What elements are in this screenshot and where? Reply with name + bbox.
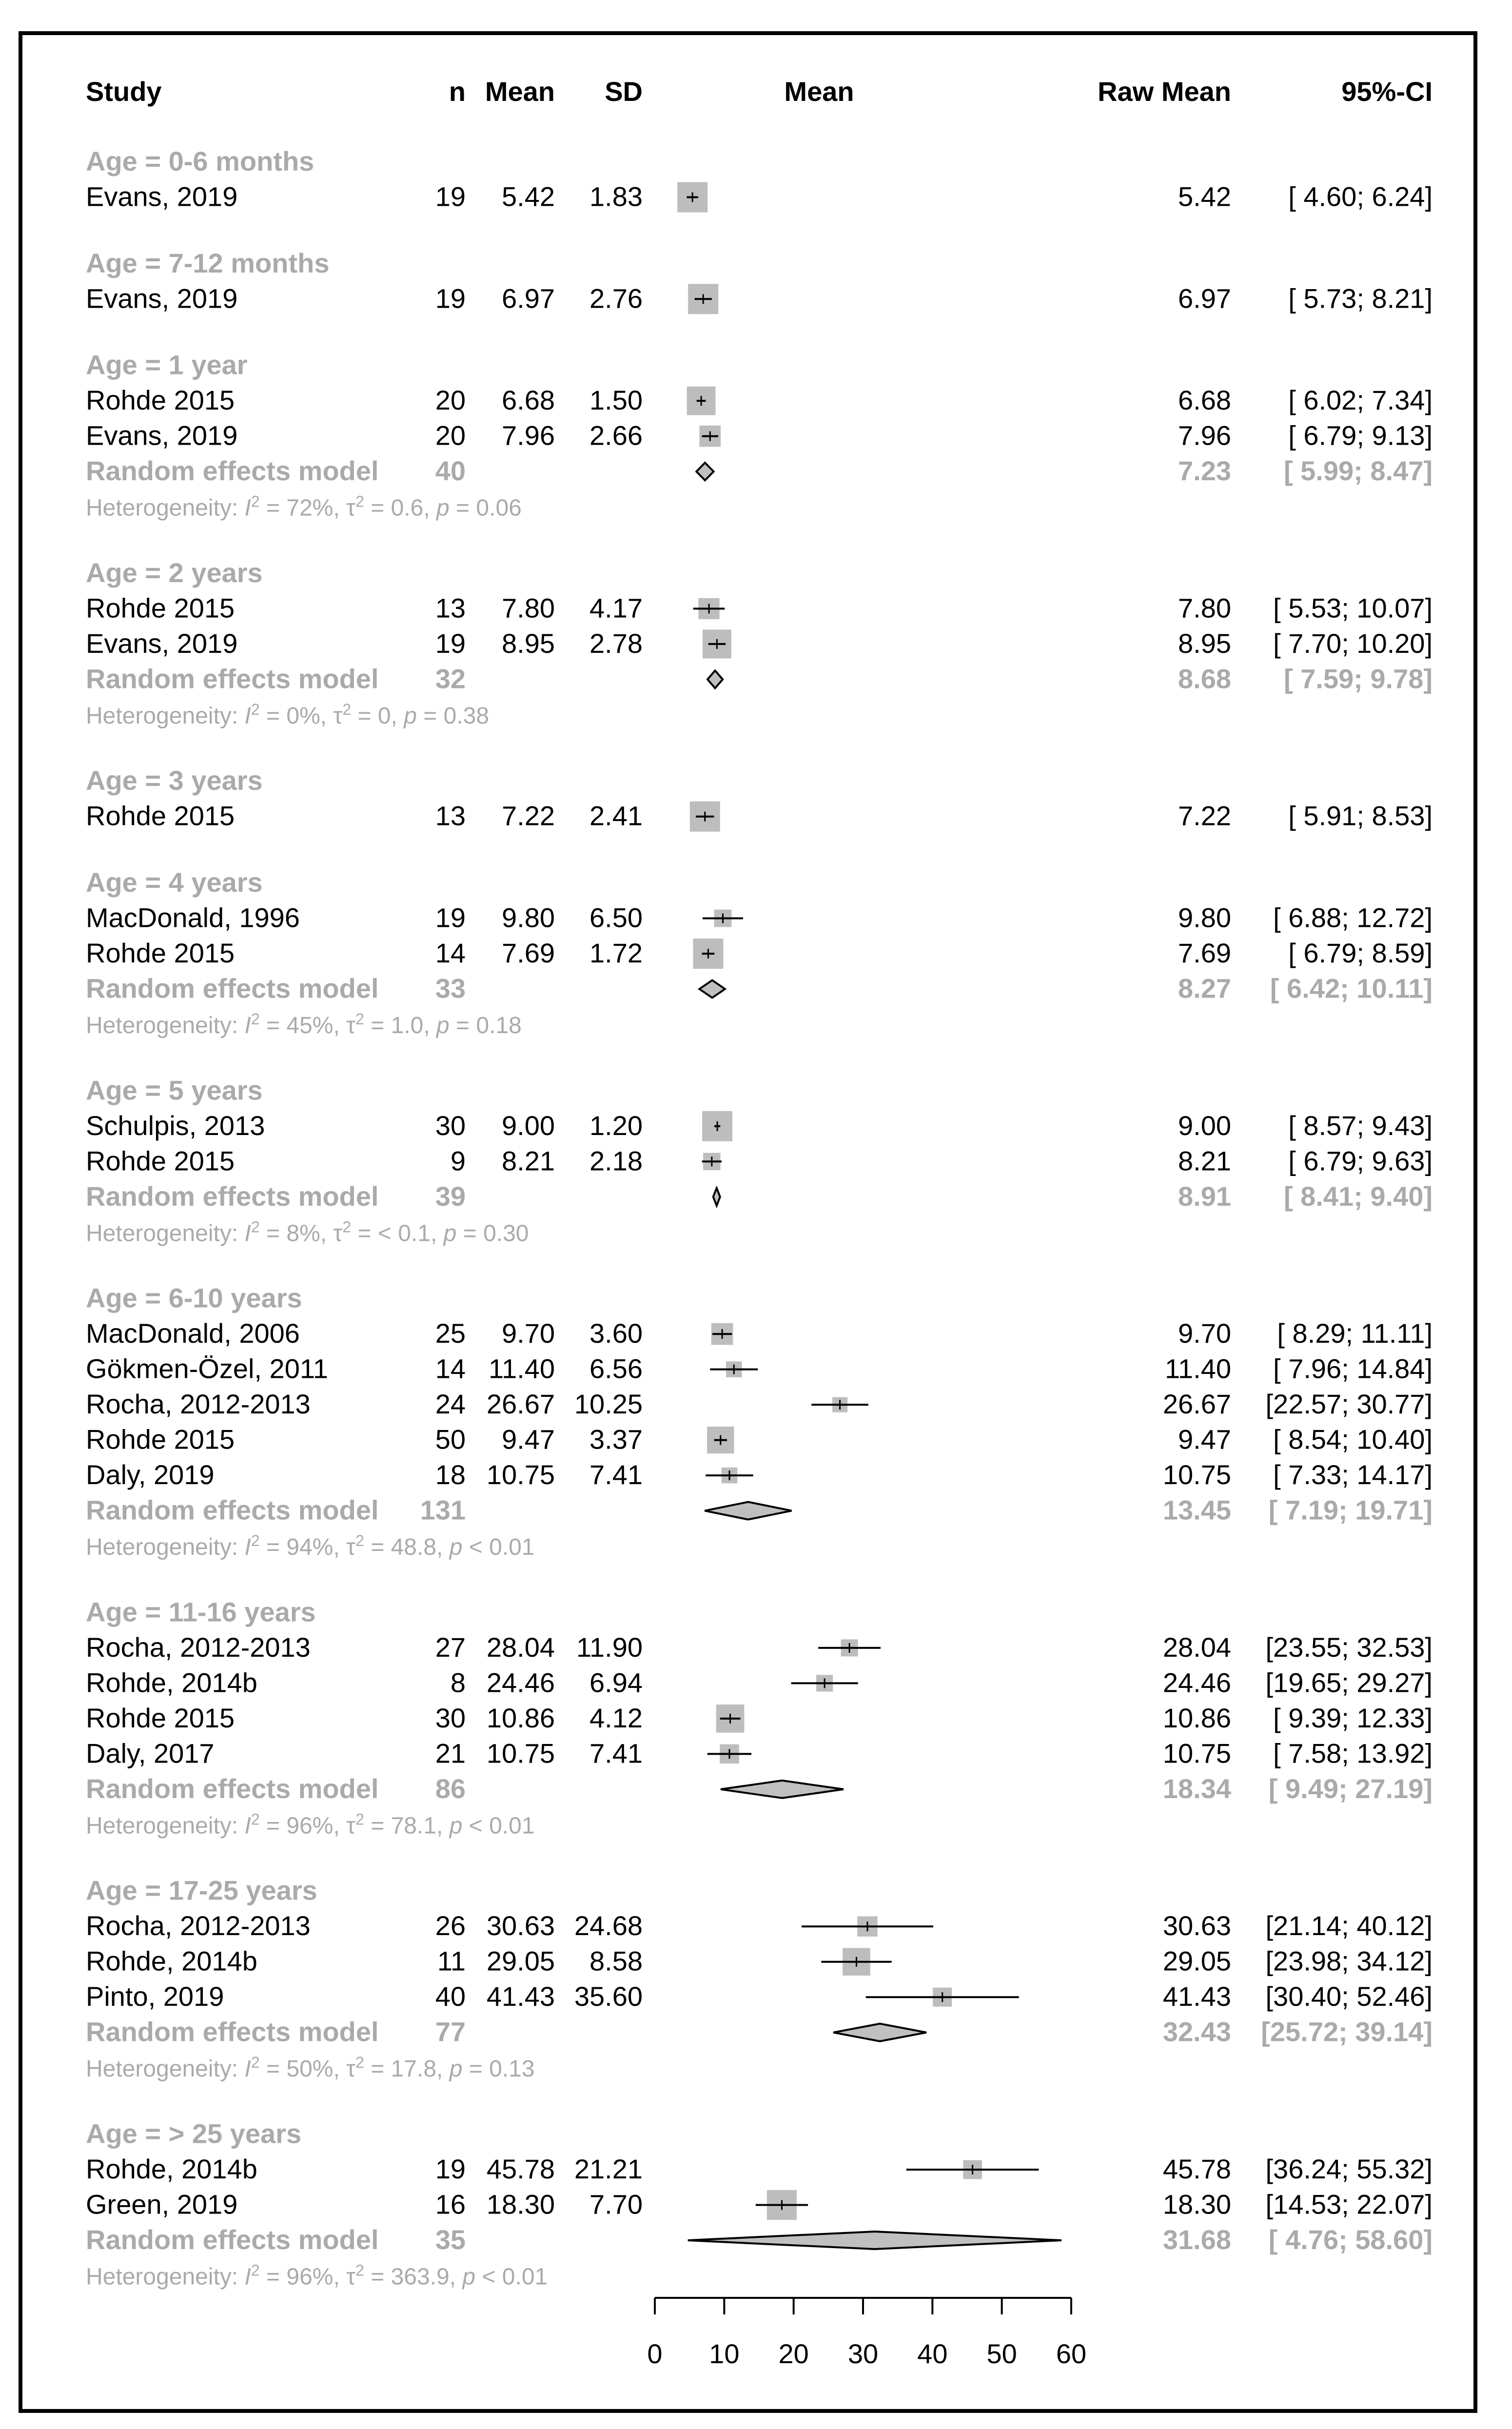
study-n: 21: [435, 1738, 466, 1769]
study-sd: 7.70: [589, 2189, 643, 2220]
study-sd: 1.72: [589, 938, 643, 968]
x-axis-tick-label: 10: [709, 2338, 740, 2369]
study-n: 30: [435, 1702, 466, 1733]
study-name: Gökmen-Özel, 2011: [86, 1353, 328, 1384]
subgroup-label: Age = 17-25 years: [86, 1875, 317, 1906]
study-ci: [ 5.91; 8.53]: [1288, 800, 1433, 831]
study-ci: [23.98; 34.12]: [1265, 1945, 1433, 1977]
study-n: 26: [435, 1910, 466, 1941]
random-effects-raw-mean: 8.91: [1178, 1180, 1231, 1212]
study-n: 14: [435, 1353, 466, 1384]
subgroup-label: Age = 4 years: [86, 867, 263, 898]
study-raw-mean: 9.00: [1178, 1110, 1231, 1141]
heterogeneity-text: Heterogeneity: $I^2 = 0\%$, $\tau^2 = 0$, p = 0.38: [86, 700, 490, 729]
study-name: Rohde 2015: [86, 592, 235, 624]
study-sd: 4.12: [589, 1702, 643, 1733]
study-name: Rohde 2015: [86, 938, 235, 968]
study-mean: 9.70: [502, 1318, 555, 1349]
study-n: 13: [435, 800, 466, 831]
study-raw-mean: 26.67: [1162, 1389, 1231, 1420]
study-raw-mean: 10.75: [1162, 1459, 1231, 1490]
random-effects-diamond: [713, 1188, 720, 1206]
study-sd: 11.90: [576, 1631, 643, 1663]
study-mean: 6.68: [502, 385, 555, 416]
study-mean: 26.67: [486, 1389, 555, 1420]
random-effects-ci: [ 9.49; 27.19]: [1268, 1773, 1433, 1804]
study-ci: [ 6.79; 8.59]: [1288, 938, 1433, 968]
study-mean: 28.04: [486, 1631, 555, 1663]
study-n: 25: [435, 1318, 466, 1349]
study-mean: 9.80: [502, 902, 555, 933]
x-axis-tick-label: 0: [647, 2338, 663, 2369]
study-ci: [ 8.57; 9.43]: [1288, 1110, 1433, 1141]
subgroup-label: Age = 5 years: [86, 1075, 263, 1106]
random-effects-raw-mean: 8.68: [1178, 663, 1231, 694]
random-effects-n: 39: [435, 1180, 466, 1212]
study-ci: [ 6.79; 9.63]: [1288, 1145, 1433, 1176]
study-sd: 4.17: [589, 592, 643, 624]
study-raw-mean: 10.86: [1162, 1702, 1231, 1733]
study-ci: [ 9.39; 12.33]: [1273, 1702, 1433, 1733]
study-raw-mean: 45.78: [1162, 2154, 1231, 2184]
study-name: Rocha, 2012-2013: [86, 1389, 311, 1420]
random-effects-ci: [ 7.59; 9.78]: [1283, 663, 1433, 694]
study-n: 19: [435, 902, 466, 933]
random-effects-raw-mean: 32.43: [1162, 2016, 1231, 2047]
random-effects-label: Random effects model: [86, 1180, 379, 1212]
study-sd: 3.60: [589, 1318, 643, 1349]
study-name: Pinto, 2019: [86, 1981, 224, 2012]
subgroup-label: Age = 0-6 months: [86, 146, 314, 176]
study-raw-mean: 10.75: [1162, 1738, 1231, 1769]
study-mean: 11.40: [489, 1353, 555, 1384]
random-effects-label: Random effects model: [86, 1773, 379, 1804]
random-effects-raw-mean: 13.45: [1162, 1494, 1231, 1526]
random-effects-diamond: [833, 2024, 926, 2041]
study-raw-mean: 6.68: [1178, 385, 1231, 416]
study-raw-mean: 11.40: [1165, 1353, 1231, 1384]
study-raw-mean: 7.22: [1178, 800, 1231, 831]
header-ci: 95%-CI: [1341, 76, 1433, 107]
random-effects-ci: [ 4.76; 58.60]: [1268, 2224, 1433, 2255]
study-sd: 2.41: [589, 800, 643, 831]
subgroup-label: Age = 7-12 months: [86, 247, 330, 278]
random-effects-label: Random effects model: [86, 455, 379, 487]
study-n: 24: [435, 1389, 466, 1420]
study-raw-mean: 7.96: [1178, 420, 1231, 451]
study-sd: 8.58: [589, 1945, 643, 1977]
study-name: Green, 2019: [86, 2189, 238, 2220]
random-effects-label: Random effects model: [86, 1494, 379, 1526]
subgroup-label: Age = 2 years: [86, 557, 263, 588]
study-mean: 7.69: [502, 938, 555, 968]
study-mean: 41.43: [486, 1981, 555, 2012]
study-sd: 2.78: [589, 627, 643, 659]
x-axis-tick-label: 20: [778, 2338, 809, 2369]
random-effects-n: 86: [435, 1773, 466, 1804]
x-axis-tick-label: 60: [1056, 2338, 1087, 2369]
study-n: 20: [435, 385, 466, 416]
study-raw-mean: 18.30: [1162, 2189, 1231, 2220]
study-n: 27: [435, 1631, 466, 1663]
study-n: 9: [450, 1145, 466, 1176]
study-sd: 1.50: [589, 385, 643, 416]
study-n: 19: [435, 2154, 466, 2184]
heterogeneity-text: Heterogeneity: $I^2 = 96\%$, $\tau^2 = 78.1$, p < 0.01: [86, 1810, 535, 1839]
study-raw-mean: 24.46: [1162, 1667, 1231, 1698]
study-name: Rocha, 2012-2013: [86, 1910, 311, 1941]
study-sd: 6.50: [589, 902, 643, 933]
study-mean: 29.05: [486, 1945, 555, 1977]
study-name: Rohde 2015: [86, 1145, 235, 1176]
study-ci: [ 7.70; 10.20]: [1273, 627, 1433, 659]
random-effects-ci: [ 6.42; 10.11]: [1270, 973, 1433, 1004]
study-name: Rohde, 2014b: [86, 1945, 257, 1977]
study-mean: 18.30: [486, 2189, 555, 2220]
subgroup-label: Age = > 25 years: [86, 2118, 302, 2149]
study-name: Rocha, 2012-2013: [86, 1631, 311, 1663]
study-name: Rohde 2015: [86, 1702, 235, 1733]
header-plot-mean: Mean: [784, 76, 854, 107]
random-effects-ci: [ 8.41; 9.40]: [1283, 1180, 1433, 1212]
study-mean: 7.96: [502, 420, 555, 451]
study-raw-mean: 41.43: [1162, 1981, 1231, 2012]
study-ci: [ 6.88; 12.72]: [1273, 902, 1433, 933]
random-effects-raw-mean: 31.68: [1162, 2224, 1231, 2255]
study-ci: [ 7.96; 14.84]: [1273, 1353, 1433, 1384]
study-name: Evans, 2019: [86, 181, 238, 212]
study-n: 30: [435, 1110, 466, 1141]
study-raw-mean: 9.47: [1178, 1424, 1231, 1455]
header-study: Study: [86, 76, 162, 107]
subgroup-label: Age = 11-16 years: [86, 1596, 316, 1627]
study-ci: [ 7.58; 13.92]: [1273, 1738, 1433, 1769]
study-ci: [30.40; 52.46]: [1265, 1981, 1433, 2012]
study-ci: [23.55; 32.53]: [1265, 1631, 1433, 1663]
study-n: 50: [435, 1424, 466, 1455]
random-effects-label: Random effects model: [86, 973, 379, 1004]
study-ci: [ 6.02; 7.34]: [1288, 385, 1433, 416]
study-mean: 8.21: [502, 1145, 555, 1176]
study-ci: [ 8.54; 10.40]: [1273, 1424, 1433, 1455]
random-effects-n: 33: [435, 973, 466, 1004]
random-effects-label: Random effects model: [86, 2016, 379, 2047]
heterogeneity-text: Heterogeneity: $I^2 = 96\%$, $\tau^2 = 363.9$, p < 0.01: [86, 2261, 548, 2290]
study-sd: 1.20: [589, 1110, 643, 1141]
study-raw-mean: 29.05: [1162, 1945, 1231, 1977]
random-effects-n: 131: [420, 1494, 466, 1526]
random-effects-diamond: [707, 670, 723, 688]
study-mean: 9.00: [502, 1110, 555, 1141]
subgroup-label: Age = 6-10 years: [86, 1282, 302, 1313]
study-n: 40: [435, 1981, 466, 2012]
subgroup-label: Age = 1 year: [86, 349, 248, 380]
random-effects-n: 40: [435, 455, 466, 487]
study-raw-mean: 9.80: [1178, 902, 1231, 933]
study-n: 8: [450, 1667, 466, 1698]
random-effects-raw-mean: 8.27: [1178, 973, 1231, 1004]
study-n: 11: [437, 1945, 466, 1977]
study-sd: 10.25: [574, 1389, 643, 1420]
random-effects-diamond: [721, 1781, 844, 1798]
study-ci: [ 7.33; 14.17]: [1273, 1459, 1433, 1490]
study-n: 19: [435, 181, 466, 212]
study-ci: [ 5.53; 10.07]: [1273, 592, 1433, 624]
study-name: MacDonald, 2006: [86, 1318, 300, 1349]
random-effects-diamond: [705, 1502, 791, 1520]
random-effects-n: 32: [435, 663, 466, 694]
random-effects-diamond: [696, 463, 713, 480]
study-name: Rohde 2015: [86, 1424, 235, 1455]
study-n: 19: [435, 627, 466, 659]
study-sd: 7.41: [589, 1459, 643, 1490]
study-ci: [ 5.73; 8.21]: [1288, 283, 1433, 314]
study-mean: 7.22: [502, 800, 555, 831]
study-raw-mean: 5.42: [1178, 181, 1231, 212]
random-effects-ci: [25.72; 39.14]: [1261, 2016, 1433, 2047]
header-raw-mean: Raw Mean: [1098, 76, 1231, 107]
study-mean: 10.75: [486, 1459, 555, 1490]
study-name: Evans, 2019: [86, 627, 238, 659]
study-name: Rohde 2015: [86, 800, 235, 831]
study-mean: 7.80: [502, 592, 555, 624]
heterogeneity-text: Heterogeneity: $I^2 = 8\%$, $\tau^2$ = < 0.1, p = 0.30: [86, 1218, 529, 1247]
study-sd: 3.37: [589, 1424, 643, 1455]
study-mean: 45.78: [486, 2154, 555, 2184]
random-effects-diamond: [699, 980, 725, 998]
study-mean: 10.86: [486, 1702, 555, 1733]
header-sd: SD: [605, 76, 643, 107]
study-raw-mean: 7.80: [1178, 592, 1231, 624]
study-n: 18: [435, 1459, 466, 1490]
study-ci: [ 6.79; 9.13]: [1288, 420, 1433, 451]
study-mean: 6.97: [502, 283, 555, 314]
study-ci: [22.57; 30.77]: [1265, 1389, 1433, 1420]
study-name: Rohde 2015: [86, 385, 235, 416]
x-axis-tick-label: 30: [847, 2338, 879, 2369]
study-name: Evans, 2019: [86, 420, 238, 451]
study-name: Schulpis, 2013: [86, 1110, 265, 1141]
random-effects-raw-mean: 7.23: [1178, 455, 1231, 487]
study-n: 20: [435, 420, 466, 451]
study-ci: [21.14; 40.12]: [1265, 1910, 1433, 1941]
study-raw-mean: 28.04: [1162, 1631, 1231, 1663]
study-mean: 8.95: [502, 627, 555, 659]
study-sd: 6.94: [589, 1667, 643, 1698]
study-sd: 35.60: [574, 1981, 643, 2012]
study-sd: 21.21: [574, 2154, 643, 2184]
study-mean: 10.75: [486, 1738, 555, 1769]
heterogeneity-text: Heterogeneity: $I^2 = 50\%$, $\tau^2 = 17.8$, p = 0.13: [86, 2054, 535, 2082]
study-ci: [36.24; 55.32]: [1265, 2154, 1433, 2184]
study-raw-mean: 9.70: [1178, 1318, 1231, 1349]
random-effects-n: 35: [435, 2224, 466, 2255]
heterogeneity-text: Heterogeneity: $I^2 = 45\%$, $\tau^2 = 1.0$, p = 0.18: [86, 1010, 522, 1038]
study-name: Daly, 2019: [86, 1459, 215, 1490]
study-raw-mean: 8.21: [1178, 1145, 1231, 1176]
random-effects-ci: [ 7.19; 19.71]: [1268, 1494, 1433, 1526]
heterogeneity-text: Heterogeneity: $I^2 = 94\%$, $\tau^2 = 48.8$, p < 0.01: [86, 1532, 535, 1561]
study-sd: 6.56: [589, 1353, 643, 1384]
study-mean: 24.46: [486, 1667, 555, 1698]
study-ci: [ 4.60; 6.24]: [1288, 181, 1433, 212]
x-axis-tick-label: 40: [917, 2338, 948, 2369]
study-sd: 2.18: [589, 1145, 643, 1176]
study-raw-mean: 8.95: [1178, 627, 1231, 659]
study-raw-mean: 30.63: [1162, 1910, 1231, 1941]
study-name: Rohde, 2014b: [86, 2154, 257, 2184]
study-raw-mean: 7.69: [1178, 938, 1231, 968]
study-name: Evans, 2019: [86, 283, 238, 314]
random-effects-raw-mean: 18.34: [1162, 1773, 1231, 1804]
study-sd: 2.66: [589, 420, 643, 451]
study-name: Rohde, 2014b: [86, 1667, 257, 1698]
study-mean: 9.47: [502, 1424, 555, 1455]
random-effects-n: 77: [435, 2016, 466, 2047]
study-raw-mean: 6.97: [1178, 283, 1231, 314]
study-name: Daly, 2017: [86, 1738, 215, 1769]
heterogeneity-text: Heterogeneity: $I^2 = 72\%$, $\tau^2 = 0.6$, p = 0.06: [86, 492, 522, 521]
study-sd: 24.68: [574, 1910, 643, 1941]
random-effects-ci: [ 5.99; 8.47]: [1283, 455, 1433, 487]
study-name: MacDonald, 1996: [86, 902, 300, 933]
study-ci: [14.53; 22.07]: [1265, 2189, 1433, 2220]
study-ci: [ 8.29; 11.11]: [1277, 1318, 1433, 1349]
header-mean: Mean: [485, 76, 555, 107]
study-mean: 5.42: [502, 181, 555, 212]
study-sd: 1.83: [589, 181, 643, 212]
study-sd: 2.76: [589, 283, 643, 314]
random-effects-label: Random effects model: [86, 2224, 379, 2255]
random-effects-diamond: [688, 2232, 1061, 2249]
study-ci: [19.65; 29.27]: [1265, 1667, 1433, 1698]
study-n: 13: [435, 592, 466, 624]
study-n: 19: [435, 283, 466, 314]
x-axis-tick-label: 50: [986, 2338, 1017, 2369]
subgroup-label: Age = 3 years: [86, 765, 263, 796]
study-n: 14: [435, 938, 466, 968]
header-n: n: [449, 76, 466, 107]
study-mean: 30.63: [486, 1910, 555, 1941]
study-sd: 7.41: [589, 1738, 643, 1769]
random-effects-label: Random effects model: [86, 663, 379, 694]
study-n: 16: [435, 2189, 466, 2220]
